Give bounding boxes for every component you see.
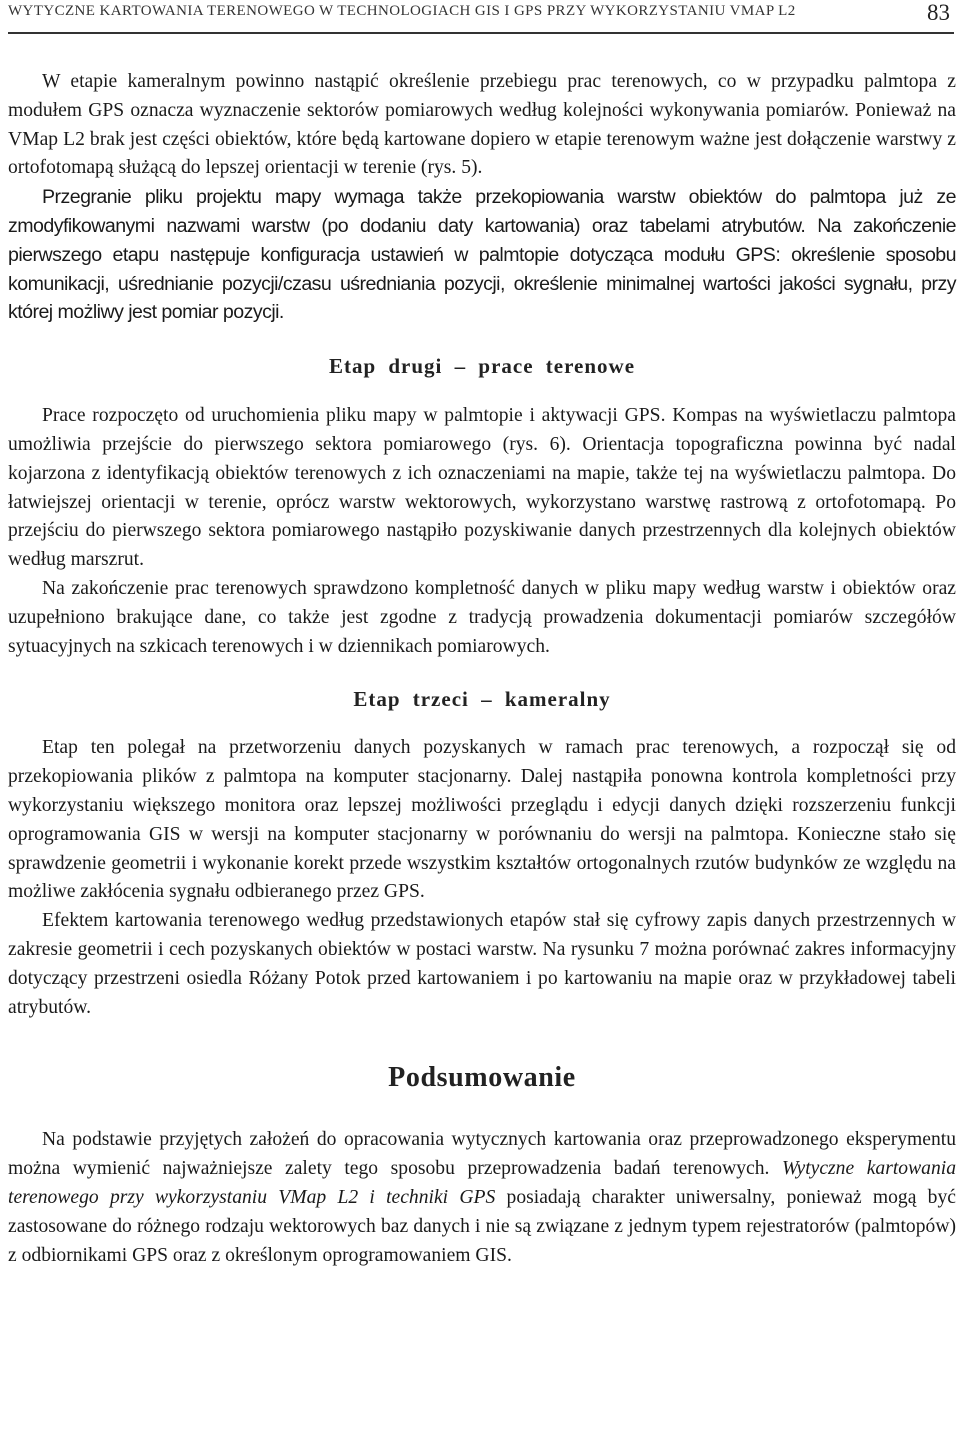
page-number: 83 [927, 0, 950, 25]
body-text [8, 68, 956, 1270]
paragraph [8, 1126, 956, 1270]
paragraph: Etap ten polegał na przetworzeniu danych pozyskanych w ramach prac terenowych, a rozpoczął się od przekopiowania plików z palmtopa na komputer stacjonarny. Dalej nastąpiła ponowna kontrola kompletności przy wykorzystaniu większego monitora oraz lepszej możliwości przeglądu i edycji danych dzięki rozszerzeniu funkcji oprogramowania GIS w wersji na komputer stacjonarny w porównaniu do wersji na palmtopa. Konieczne stało się sprawdzenie geometrii i wykonanie korekt przede wszystkim kształtów ortogonalnych rzutów budynków ze względu na możliwe zakłócenia sygnału odbieranego przez GPS. [8, 737, 956, 903]
paragraph: Efektem kartowania terenowego według przedstawionych etapów stał się cyfrowy zapis danych przestrzennych w zakresie geometrii i cech pozyskanych obiektów w postaci warstw. Na rysunku 7 można porównać zakres informacyjny dotyczący przestrzeni osiedla Różany Potok przed kartowaniem i po kartowaniu na mapie oraz w przykładowej tabeli atrybutów. [8, 910, 956, 1018]
section-heading: Etap drugi – prace terenowe [328, 354, 636, 379]
italic-title: Wytyczne kartowania terenowego przy wykorzystaniu VMap L2 i techniki GPS [8, 1158, 956, 1208]
section-heading: Podsumowanie [388, 1062, 576, 1094]
running-title: WYTYCZNE KARTOWANIA TERENOWEGO W TECHNOLOGIACH GIS I GPS PRZY WYKORZYSTANIU VMAP L2 [8, 3, 796, 19]
section-heading: Etap trzeci – kameralny [353, 687, 611, 712]
paragraph: Prace rozpoczęto od uruchomienia pliku mapy w palmtopie i aktywacji GPS. Kompas na wyświetlaczu palmtopa umożliwia przejście do pierwszego sektora pomiarowego (rys. 6). Orientacja topograficzna powinna być nadal kojarzona z identyfikacją obiektów terenowych z ich oznaczeniami na mapie, także tej na wyświetlaczu palmtopa. Do łatwiejszej orientacji w terenie, oprócz warstw wektorowych, wykorzystano warstwę rastrową z ortofotomapą. Po przejściu do pierwszego sektora pomiarowego nastąpiło pozyskiwanie danych przestrzennych dla kolejnych obiektów według marszrut. [8, 405, 956, 571]
paragraph: Na zakończenie prac terenowych sprawdzono kompletność danych w pliku mapy według warstw i obiektów oraz uzupełniono brakujące dane, co także jest zgodne z tradycją prowadzenia dokumentacji pomiarów szczegółów sytuacyjnych na szkicach terenowych i w dziennikach pomiarowych. [8, 577, 956, 657]
paragraph: Przegranie pliku projektu mapy wymaga także przekopiowania warstw obiektów do palmtopa już ze zmodyfikowanymi nazwami warstw (po dodaniu daty kartowania) oraz tabelami atrybutów. Na zakończenie pierwszego etapu następuje konfiguracja ustawień w palmtopie dotycząca modułu GPS: określenie sposobu komunikacji, uśrednianie pozycji/czasu uśredniania pozycji, określenie minimalnej wartości jakości sygnału, przy której możliwy jest pomiar pozycji. [8, 186, 956, 324]
text-run: posiadają charakter uniwersalny, ponieważ mogą być zastosowane do różnego rodzaju wektorowych baz danych i nie są związane z jednym typem rejestratorów (palmtopów) z odbiornikami GPS oraz z określonym oprogramowaniem GIS. [8, 1186, 956, 1266]
paragraph: W etapie kameralnym powinno nastąpić określenie przebiegu prac terenowych, co w przypadku palmtopa z modułem GPS oznacza wyznaczenie sektorów pomiarowych według kolejności wykonywania pomiarów. Ponieważ na VMap L2 brak jest części obiektów, które będą kartowane dopiero w etapie terenowym ważne jest dołączenie warstwy z ortofotomapą służącą do lepszej orientacji w terenie (rys. 5). [8, 71, 956, 179]
text-run: Na podstawie przyjętych założeń do opracowania wytycznych kartowania oraz przeprowadzonego eksperymentu można wymienić najważniejsze zalety tego sposobu przeprowadzenia badań terenowych. [8, 1129, 956, 1180]
running-header [8, 0, 954, 34]
